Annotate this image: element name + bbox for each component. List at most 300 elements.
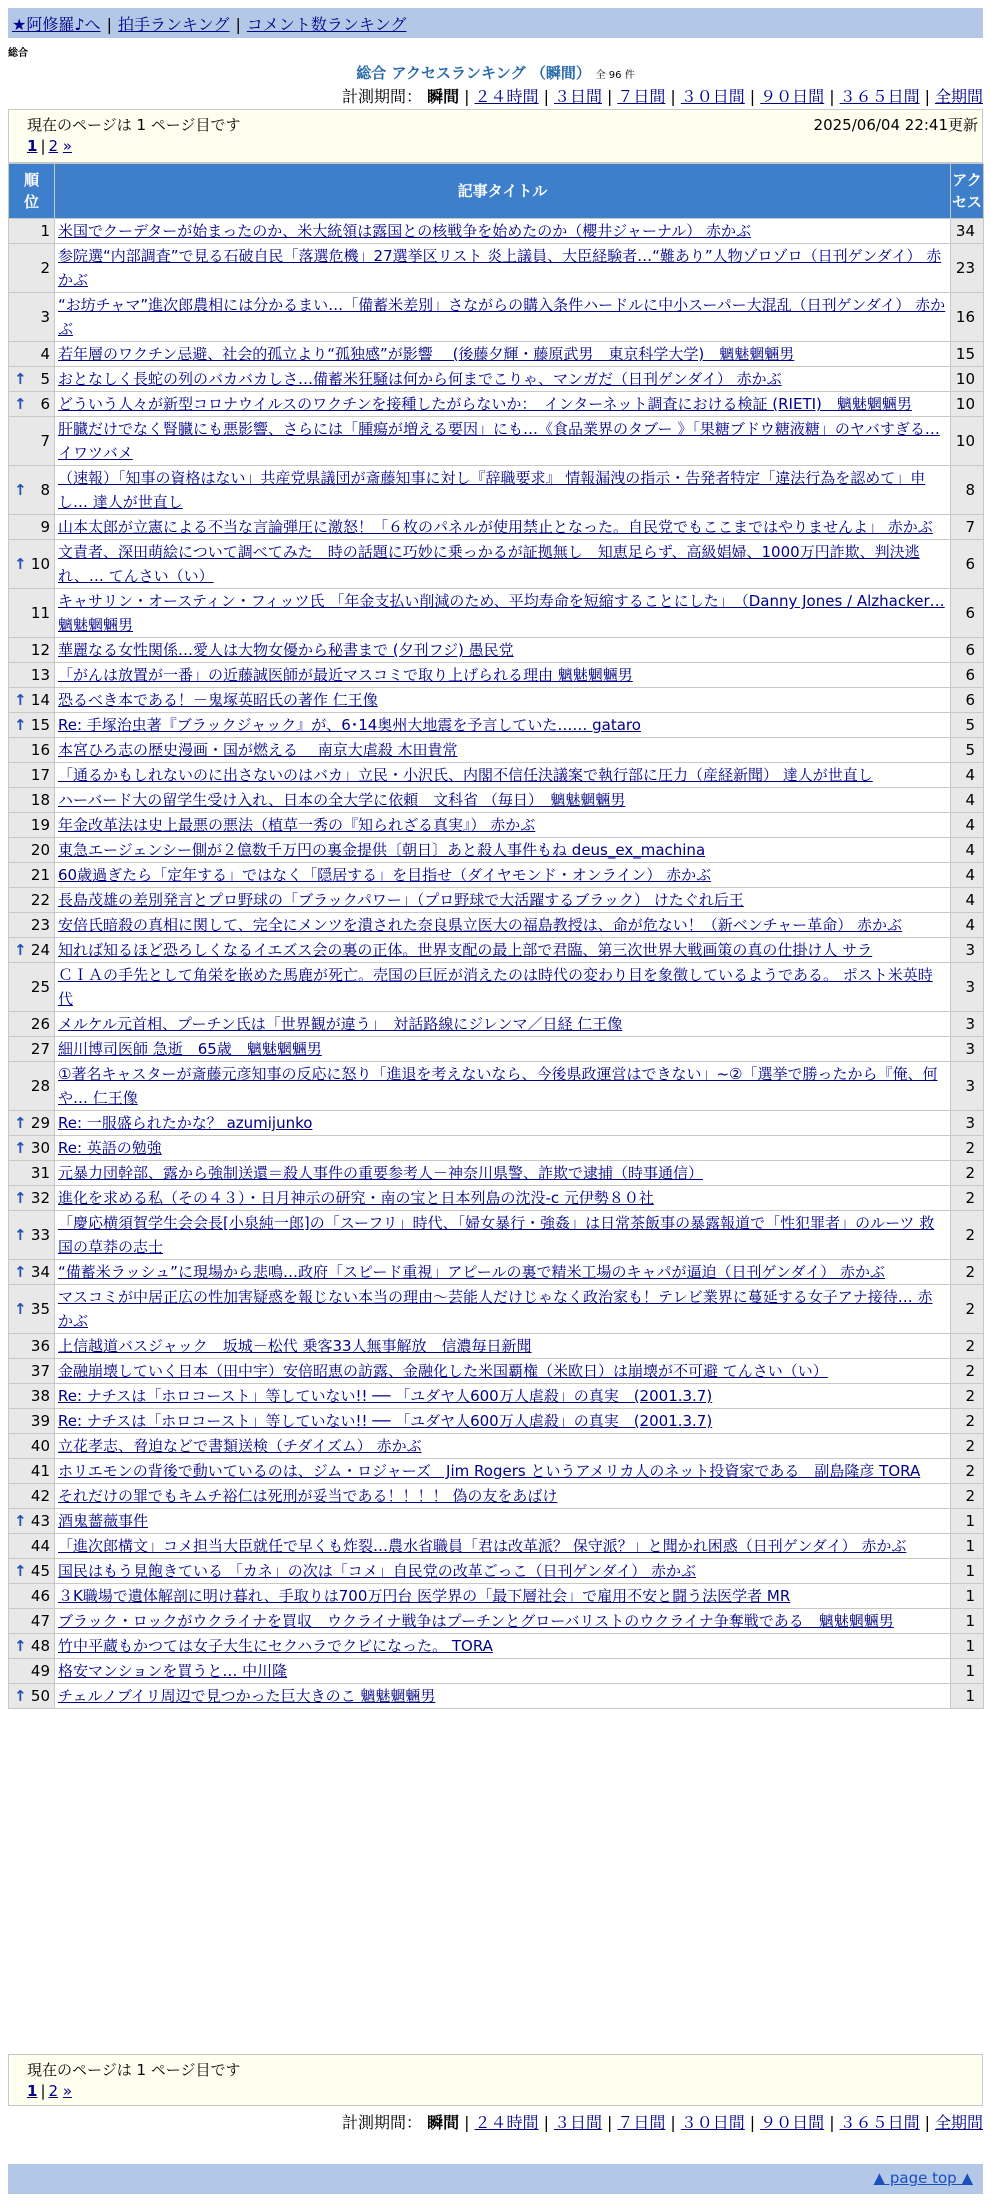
rank-up-arrow-icon: ↑: [14, 691, 27, 709]
title-cell: [55, 244, 951, 293]
article-title-link[interactable]: ３K職場で遺体解剖に明け暮れ、手取りは700万円台 医学界の「最下層社会」で雇用不安と闘う法医学者 MR: [58, 1587, 791, 1605]
access-count: 2: [951, 1186, 984, 1211]
article-title-link[interactable]: 「進次郎構文」コメ担当大臣就任で早くも炸裂…農水省職員「君は改革派？ 保守派？」と聞かれ困惑（日刊ゲンダイ） 赤かぶ: [58, 1537, 907, 1555]
rank-cell: [9, 688, 55, 713]
article-title-link[interactable]: ブラック・ロックがウクライナを買収 ウクライナ戦争はプーチンとグローバリストのウクライナ争奪戦である 魑魅魍魎男: [58, 1612, 894, 1630]
article-title-link[interactable]: 元暴力団幹部、露から強制送還＝殺人事件の重要参考人－神奈川県警、詐欺で逮捕（時事通信）: [58, 1164, 704, 1182]
access-count: 2: [951, 1211, 984, 1260]
article-title-link[interactable]: 竹中平蔵もかつては女子大生にセクハラでクビになった。 TORA: [58, 1637, 493, 1655]
rank-number: 23: [30, 916, 50, 934]
article-title-link[interactable]: 米国でクーデターが始まったのか、米大統領は露国との核戦争を始めたのか（櫻井ジャーナル） 赤かぶ: [58, 222, 751, 240]
article-title-link[interactable]: 「慶応横須賀学生会会長[小泉純一郎]の「スーフリ」時代、「婦女暴行・強姦」は日常茶飯事の暴露報道で「性犯罪者」のルーツ 救国の草莽の志士: [58, 1214, 935, 1256]
rank-number: 47: [30, 1612, 50, 1630]
article-title-link[interactable]: Re: 手塚治虫著『ブラックジャック』が、6･14奥州大地震を予言していた…… gataro: [58, 716, 641, 734]
table-row: [9, 838, 984, 863]
access-count: 1: [951, 1584, 984, 1609]
rank-up-arrow-icon: ↑: [14, 1263, 27, 1281]
title-cell: [55, 1012, 951, 1037]
period-link-30d-bottom[interactable]: ３０日間: [680, 2113, 745, 2132]
access-count: 4: [951, 838, 984, 863]
rank-number: 1: [40, 222, 50, 240]
rank-number: 39: [30, 1412, 50, 1430]
rank-up-arrow-icon: ↑: [14, 370, 27, 388]
table-row: [9, 1161, 984, 1186]
access-count: 3: [951, 938, 984, 963]
title-cell: [55, 1559, 951, 1584]
table-row: [9, 1260, 984, 1285]
title-cell: [55, 1334, 951, 1359]
rank-cell: [9, 589, 55, 638]
access-count: 2: [951, 1409, 984, 1434]
rank-number: 26: [30, 1015, 50, 1033]
article-title-link[interactable]: 若年層のワクチン忌避、社会的孤立より“孤独感”が影響 (後藤夕輝・藤原武男 東京科学大学) 魑魅魍魎男: [58, 345, 795, 363]
access-count: 8: [951, 466, 984, 515]
access-count: 3: [951, 1012, 984, 1037]
article-title-link[interactable]: ハーバード大の留学生受け入れ、日本の全大学に依頼 文科省 （毎日） 魑魅魍魎男: [58, 791, 626, 809]
rank-cell: [9, 663, 55, 688]
rank-cell: [9, 1211, 55, 1260]
table-row: [9, 1285, 984, 1334]
access-count: 1: [951, 1659, 984, 1684]
title-cell: [55, 417, 951, 466]
title-cell: [55, 963, 951, 1012]
period-link-30d[interactable]: ３０日間: [680, 87, 745, 106]
rank-cell: [9, 1559, 55, 1584]
rank-number: 41: [30, 1462, 50, 1480]
rank-number: 20: [30, 841, 50, 859]
rank-up-arrow-icon: ↑: [14, 1512, 27, 1530]
rank-up-arrow-icon: ↑: [14, 1139, 27, 1157]
rank-cell: [9, 417, 55, 466]
access-count: 4: [951, 788, 984, 813]
article-title-link[interactable]: メルケル元首相、プーチン氏は「世界観が違う」 対話路線にジレンマ／日経 仁王像: [58, 1015, 623, 1033]
table-row: [9, 863, 984, 888]
rank-number: 36: [30, 1337, 50, 1355]
article-title-link[interactable]: それだけの罪でもキムチ裕仁は死刑が妥当である！！！！ 偽の友をあばけ: [58, 1487, 558, 1505]
table-row: [9, 1584, 984, 1609]
period-link-24h-bottom[interactable]: ２４時間: [474, 2113, 539, 2132]
page-top-link[interactable]: ▲ page top ▲: [873, 2169, 973, 2187]
rank-cell: [9, 838, 55, 863]
rank-cell: [9, 1434, 55, 1459]
title-cell: [55, 863, 951, 888]
rank-number: 5: [40, 370, 50, 388]
nav-link-clap-ranking[interactable]: 拍手ランキング: [117, 15, 230, 34]
header-title: 記事タイトル: [55, 164, 951, 219]
table-row: [9, 1062, 984, 1111]
category-tag: 総合: [8, 48, 28, 59]
rank-number: 16: [30, 741, 50, 759]
article-title-link[interactable]: 60歳過ぎたら「定年する」ではなく「隠居する」を目指せ（ダイヤモンド・オンライン） 赤かぶ: [58, 866, 712, 884]
article-title-link[interactable]: どういう人々が新型コロナウイルスのワクチンを接種したがらないか： インターネット調査における検証 (RIETI) 魑魅魍魎男: [58, 395, 912, 413]
table-row: [9, 1634, 984, 1659]
table-row: [9, 813, 984, 838]
article-title-link[interactable]: ①著名キャスターが斎藤元彦知事の反応に怒り「進退を考えないなら、今後県政運営はできない」~②「選挙で勝ったから『俺、何や… 仁王像: [58, 1065, 938, 1107]
article-title-link[interactable]: おとなしく長蛇の列のバカバカしさ…備蓄米狂騒は何から何までこりゃ、マンガだ（日刊ゲンダイ） 赤かぶ: [58, 370, 782, 388]
rank-number: 29: [30, 1114, 50, 1132]
table-row: [9, 713, 984, 738]
title-cell: [55, 738, 951, 763]
article-title-link[interactable]: 「がんは放置が一番」の近藤誠医師が最近マスコミで取り上げられる理由 魑魅魍魎男: [58, 666, 633, 684]
title-cell: [55, 1459, 951, 1484]
period-current-bottom: 瞬間: [427, 2113, 460, 2132]
article-title-link[interactable]: 本宮ひろ志の歴史漫画・国が燃える 南京大虐殺 木田貴常: [58, 741, 458, 759]
table-row: [9, 1136, 984, 1161]
pager-bottom: 1 | 2 »: [27, 2082, 73, 2100]
rank-cell: [9, 763, 55, 788]
header-access: アクセス: [951, 164, 984, 219]
table-row: [9, 367, 984, 392]
rank-cell: [9, 342, 55, 367]
table-row: [9, 466, 984, 515]
rank-cell: [9, 1285, 55, 1334]
rank-cell: [9, 1037, 55, 1062]
period-link-7d[interactable]: ７日間: [617, 87, 666, 106]
period-link-90d-bottom[interactable]: ９０日間: [760, 2113, 825, 2132]
table-row: [9, 1211, 984, 1260]
access-count: 4: [951, 913, 984, 938]
rank-cell: [9, 1609, 55, 1634]
rank-up-arrow-icon: ↑: [14, 1562, 27, 1580]
rank-cell: [9, 1534, 55, 1559]
access-count: 1: [951, 1559, 984, 1584]
title-cell: [55, 1609, 951, 1634]
rank-cell: [9, 1062, 55, 1111]
title-cell: [55, 392, 951, 417]
period-link-all-bottom[interactable]: 全期間: [934, 2113, 983, 2132]
rank-number: 45: [30, 1562, 50, 1580]
rank-number: 22: [30, 891, 50, 909]
table-row: [9, 1659, 984, 1684]
title-cell: [55, 1161, 951, 1186]
table-row: [9, 589, 984, 638]
table-row: [9, 1684, 984, 1709]
period-link-3d-bottom[interactable]: ３日間: [553, 2113, 602, 2132]
title-cell: [55, 367, 951, 392]
article-title-link[interactable]: 安倍氏暗殺の真相に関して、完全にメンツを潰された奈良県立医大の福島教授は、命が危ない！（新ベンチャー革命） 赤かぶ: [58, 916, 903, 934]
title-cell: [55, 1584, 951, 1609]
table-row: [9, 1484, 984, 1509]
rank-cell: [9, 638, 55, 663]
table-row: [9, 738, 984, 763]
nav-link-asyura-home[interactable]: ★阿修羅♪へ: [12, 15, 101, 34]
article-title-link[interactable]: “お坊チャマ”進次郎農相には分かるまい…「備蓄米差別」さながらの購入条件ハードルに中小スーパー大混乱（日刊ゲンダイ） 赤かぶ: [58, 296, 946, 338]
table-row: [9, 888, 984, 913]
rank-cell: [9, 293, 55, 342]
rank-number: 15: [30, 716, 50, 734]
access-count: 10: [951, 392, 984, 417]
rank-cell: [9, 1136, 55, 1161]
title-cell: [55, 342, 951, 367]
title-cell: [55, 1037, 951, 1062]
pager-page-1[interactable]: 1: [27, 137, 38, 155]
title-cell: [55, 1659, 951, 1684]
article-title-link[interactable]: Re: ナチスは「ホロコースト」等していない!! ── 「ユダヤ人600万人虐殺」の真実 (2001.3.7): [58, 1387, 713, 1405]
article-title-link[interactable]: 酒鬼薔薇事件: [58, 1512, 149, 1530]
table-row: [9, 963, 984, 1012]
rank-cell: [9, 863, 55, 888]
page-status-bottom: 現在のページは 1 ページ目です: [27, 2061, 241, 2079]
article-title-link[interactable]: 肝臓だけでなく腎臓にも悪影響、さらには「腫瘍が増える要因」にも…《食品業界のタブー 》「果糖ブドウ糖液糖」のヤバすぎる… イワツバメ: [58, 420, 940, 462]
table-row: [9, 1186, 984, 1211]
rank-cell: [9, 367, 55, 392]
title-cell: [55, 1111, 951, 1136]
rank-number: 50: [30, 1687, 50, 1705]
pager-page-2[interactable]: 2: [48, 137, 59, 155]
article-title-link[interactable]: 文責者、深田萌絵について調べてみた 時の話題に巧妙に乗っかるが証拠無し 知恵足らず、高級娼婦、1000万円詐欺、判決逃れ、… てんさい（い）: [58, 543, 920, 585]
rank-number: 8: [40, 481, 50, 499]
title-cell: [55, 1509, 951, 1534]
rank-cell: [9, 1384, 55, 1409]
table-row: [9, 1609, 984, 1634]
article-title-link[interactable]: 長島茂雄の差別発言とプロ野球の「ブラックパワー」（プロ野球で大活躍するブラック） けたぐれ后王: [58, 891, 744, 909]
table-row: [9, 1111, 984, 1136]
rank-number: 2: [40, 259, 50, 277]
page-info-top: [8, 109, 983, 163]
access-count: 4: [951, 888, 984, 913]
rank-cell: [9, 913, 55, 938]
article-title-link[interactable]: Re: ナチスは「ホロコースト」等していない!! ── 「ユダヤ人600万人虐殺」の真実 (2001.3.7): [58, 1412, 713, 1430]
rank-up-arrow-icon: ↑: [14, 1189, 27, 1207]
title-cell: [55, 888, 951, 913]
rank-number: 42: [30, 1487, 50, 1505]
access-count: 34: [951, 219, 984, 244]
rank-number: 3: [40, 308, 50, 326]
title-cell: [55, 1186, 951, 1211]
page-title: 総合 アクセスランキング （瞬間）: [356, 64, 591, 82]
rank-number: 19: [30, 816, 50, 834]
rank-up-arrow-icon: ↑: [14, 1687, 27, 1705]
period-link-3d[interactable]: ３日間: [553, 87, 602, 106]
article-title-link[interactable]: チェルノブイリ周辺で見つかった巨大きのこ 魑魅魍魎男: [58, 1687, 436, 1705]
rank-number: 18: [30, 791, 50, 809]
rank-number: 24: [30, 941, 50, 959]
access-count: 1: [951, 1684, 984, 1709]
access-count: 2: [951, 1161, 984, 1186]
table-row: [9, 1559, 984, 1584]
rank-number: 13: [30, 666, 50, 684]
pager-page-2-bottom[interactable]: 2: [48, 2082, 59, 2100]
rank-cell: [9, 1509, 55, 1534]
table-row: [9, 788, 984, 813]
page-status: 現在のページは 1 ページ目です: [27, 116, 241, 134]
access-count: 15: [951, 342, 984, 367]
period-link-90d[interactable]: ９０日間: [760, 87, 825, 106]
title-cell: [55, 1684, 951, 1709]
article-title-link[interactable]: マスコミが中居正広の性加害疑惑を報じない本当の理由～芸能人だけじゃなく政治家も！テレビ業界に蔓延する女子アナ接待… 赤かぶ: [58, 1288, 933, 1330]
rank-number: 25: [30, 978, 50, 996]
rank-number: 12: [30, 641, 50, 659]
rank-cell: [9, 938, 55, 963]
title-cell: [55, 515, 951, 540]
rank-cell: [9, 1334, 55, 1359]
table-row: [9, 763, 984, 788]
rank-cell: [9, 1186, 55, 1211]
access-count: 5: [951, 713, 984, 738]
article-title-link[interactable]: 山本太郎が立憲による不当な言論弾圧に激怒！「６枚のパネルが使用禁止となった。自民党でもここまではやりませんよ」 赤かぶ: [58, 518, 933, 536]
rank-number: 38: [30, 1387, 50, 1405]
period-label: 計測期間：: [342, 87, 423, 106]
period-link-all[interactable]: 全期間: [934, 87, 983, 106]
table-row: [9, 342, 984, 367]
table-header-row: [9, 164, 984, 219]
title-cell: [55, 813, 951, 838]
title-cell: [55, 638, 951, 663]
access-count: 3: [951, 1062, 984, 1111]
article-title-link[interactable]: ホリエモンの背後で動いているのは、ジム・ロジャーズ Jim Rogers というアメリカ人のネット投資家である 副島隆彦 TORA: [58, 1462, 921, 1480]
period-current: 瞬間: [427, 87, 460, 106]
rank-cell: [9, 466, 55, 515]
article-title-link[interactable]: 恐るべき本である！－鬼塚英昭氏の著作 仁王像: [58, 691, 378, 709]
article-title-link[interactable]: 金融崩壊していく日本（田中宇）安倍昭恵の訪露、金融化した米国覇権（米欧日）は崩壊が不可避 てんさい（い）: [58, 1362, 828, 1380]
rank-cell: [9, 1111, 55, 1136]
rank-number: 48: [30, 1637, 50, 1655]
access-count: 2: [951, 1434, 984, 1459]
rank-number: 46: [30, 1587, 50, 1605]
rank-cell: [9, 219, 55, 244]
article-title-link[interactable]: キャサリン・オースティン・フィッツ氏 「年金支払い削減のため、平均寿命を短縮することにした」 （Danny Jones / Alzhacker… 魑魅魍魎男: [58, 592, 945, 634]
title-cell: [55, 1062, 951, 1111]
article-title-link[interactable]: 立花孝志、脅迫などで書類送検（チダイズム） 赤かぶ: [58, 1437, 422, 1455]
table-row: [9, 913, 984, 938]
pager-page-1-bottom[interactable]: 1: [27, 2082, 38, 2100]
table-row: [9, 1459, 984, 1484]
period-link-24h[interactable]: ２４時間: [474, 87, 539, 106]
access-count: 2: [951, 1484, 984, 1509]
rank-number: 11: [30, 604, 50, 622]
rank-number: 28: [30, 1077, 50, 1095]
rank-number: 43: [30, 1512, 50, 1530]
rank-number: 30: [30, 1139, 50, 1157]
rank-number: 21: [30, 866, 50, 884]
rank-number: 9: [40, 518, 50, 536]
period-selector-top: 計測期間： 瞬間 | ２４時間 | ３日間 | ７日間 | ３０日間 | ９０日間 | ３６５日間 | 全期間: [342, 87, 983, 106]
period-link-365d-bottom[interactable]: ３６５日間: [839, 2113, 920, 2132]
access-count: 10: [951, 417, 984, 466]
period-selector-bottom: 計測期間： 瞬間 | ２４時間 | ３日間 | ７日間 | ３０日間 | ９０日間 | ３６５日間 | 全期間: [342, 2113, 983, 2132]
rank-cell: [9, 1659, 55, 1684]
table-row: [9, 1434, 984, 1459]
title-cell: [55, 688, 951, 713]
rank-number: 40: [30, 1437, 50, 1455]
header-rank: 順位: [9, 164, 55, 219]
rank-cell: [9, 788, 55, 813]
table-row: [9, 1334, 984, 1359]
access-count: 4: [951, 813, 984, 838]
rank-cell: [9, 963, 55, 1012]
article-title-link[interactable]: 東急エージェンシー側が２億数千万円の裏金提供〔朝日〕あと殺人事件もね deus_ex_machina: [58, 841, 706, 859]
rank-up-arrow-icon: ↑: [14, 1637, 27, 1655]
rank-up-arrow-icon: ↑: [14, 716, 27, 734]
rank-cell: [9, 1409, 55, 1434]
rank-cell: [9, 1584, 55, 1609]
table-row: [9, 293, 984, 342]
access-count: 2: [951, 1459, 984, 1484]
article-title-link[interactable]: 上信越道バスジャック 坂城－松代 乗客33人無事解放 信濃毎日新聞: [58, 1337, 532, 1355]
article-title-link[interactable]: ＣＩＡの手先として角栄を嵌めた馬鹿が死亡。売国の巨匠が消えたのは時代の変わり目を象徴しているようである。 ポスト米英時代: [58, 966, 933, 1008]
article-title-link[interactable]: 「通るかもしれないのに出さないのはバカ」立民・小沢氏、内閣不信任決議案で執行部に圧力（産経新聞） 達人が世直し: [58, 766, 873, 784]
table-row: [9, 688, 984, 713]
rank-cell: [9, 713, 55, 738]
title-cell: [55, 466, 951, 515]
title-cell: [55, 1260, 951, 1285]
rank-up-arrow-icon: ↑: [14, 395, 27, 413]
access-count: 6: [951, 589, 984, 638]
rank-number: 7: [40, 432, 50, 450]
article-title-link[interactable]: Re: 英語の勉強: [58, 1139, 162, 1157]
rank-cell: [9, 1684, 55, 1709]
page-title-line: [0, 62, 991, 83]
rank-number: 33: [30, 1226, 50, 1244]
pager-next[interactable]: »: [62, 137, 73, 155]
access-count: 2: [951, 1260, 984, 1285]
table-row: [9, 1012, 984, 1037]
article-title-link[interactable]: 華麗なる女性関係…愛人は大物女優から秘書まで (夕刊フジ) 愚民党: [58, 641, 514, 659]
article-title-link[interactable]: 細川博司医師 急逝 65歳 魑魅魍魎男: [58, 1040, 322, 1058]
period-link-7d-bottom[interactable]: ７日間: [617, 2113, 666, 2132]
pager-top: 1 | 2 »: [27, 137, 73, 155]
rank-up-arrow-icon: ↑: [14, 555, 27, 573]
title-cell: [55, 1434, 951, 1459]
rank-cell: [9, 1359, 55, 1384]
article-title-link[interactable]: 進化を求める私（その４３）・日月神示の研究・南の宝と日本列島の沈没-c 元伊勢８０社: [58, 1189, 654, 1207]
pager-next-bottom[interactable]: »: [62, 2082, 73, 2100]
rank-number: 31: [30, 1164, 50, 1182]
rank-cell: [9, 540, 55, 589]
table-row: [9, 515, 984, 540]
access-count: 16: [951, 293, 984, 342]
rank-cell: [9, 1012, 55, 1037]
rank-number: 6: [40, 395, 50, 413]
title-cell: [55, 1285, 951, 1334]
rank-number: 17: [30, 766, 50, 784]
article-title-link[interactable]: 年金改革法は史上最悪の悪法（植草一秀の『知られざる真実』） 赤かぶ: [58, 816, 536, 834]
period-link-365d[interactable]: ３６５日間: [839, 87, 920, 106]
table-row: [9, 1384, 984, 1409]
title-cell: [55, 1634, 951, 1659]
rank-number: 49: [30, 1662, 50, 1680]
rank-number: 35: [30, 1300, 50, 1318]
rank-number: 34: [30, 1263, 50, 1281]
access-count: 1: [951, 1609, 984, 1634]
article-title-link[interactable]: 国民はもう見飽きている 「カネ」の次は「コメ」自民党の改革ごっこ（日刊ゲンダイ） 赤かぶ: [58, 1562, 697, 1580]
article-title-link[interactable]: “備蓄米ラッシュ”に現場から悲鳴…政府「スピード重視」アピールの裏で精米工場のキャパが逼迫（日刊ゲンダイ） 赤かぶ: [58, 1263, 886, 1281]
title-cell: [55, 293, 951, 342]
top-nav-bar: [8, 8, 983, 38]
total-count: 全 96 件: [595, 70, 635, 81]
access-count: 2: [951, 1384, 984, 1409]
access-count: 1: [951, 1634, 984, 1659]
article-title-link[interactable]: 参院選“内部調査”で見る石破自民「落選危機」27選挙区リスト 炎上議員、大臣経験者…“難あり”人物ゾロゾロ（日刊ゲンダイ） 赤かぶ: [58, 247, 942, 289]
access-count: 2: [951, 1285, 984, 1334]
article-title-link[interactable]: （速報）「知事の資格はない」共産党県議団が斎藤知事に対し『辞職要求』 情報漏洩の指示・告発者特定「違法行為を認めて」申し… 達人が世直し: [58, 469, 926, 511]
table-row: [9, 1409, 984, 1434]
nav-separator: |: [106, 15, 112, 34]
article-title-link[interactable]: 知れば知るほど恐ろしくなるイエズス会の裏の正体。世界支配の最上部で君臨、第三次世界大戦画策の真の仕掛け人 サラ: [58, 941, 873, 959]
title-cell: [55, 663, 951, 688]
footer-bar: [8, 2164, 983, 2194]
nav-link-comment-ranking[interactable]: コメント数ランキング: [246, 15, 407, 34]
rank-cell: [9, 244, 55, 293]
title-cell: [55, 763, 951, 788]
access-count: 2: [951, 1136, 984, 1161]
title-cell: [55, 938, 951, 963]
rank-number: 4: [40, 345, 50, 363]
article-title-link[interactable]: Re: 一服盛られたかな？ azumijunko: [58, 1114, 313, 1132]
table-row: [9, 1037, 984, 1062]
nav-separator: |: [235, 15, 241, 34]
article-title-link[interactable]: 格安マンションを買うと… 中川隆: [58, 1662, 288, 1680]
